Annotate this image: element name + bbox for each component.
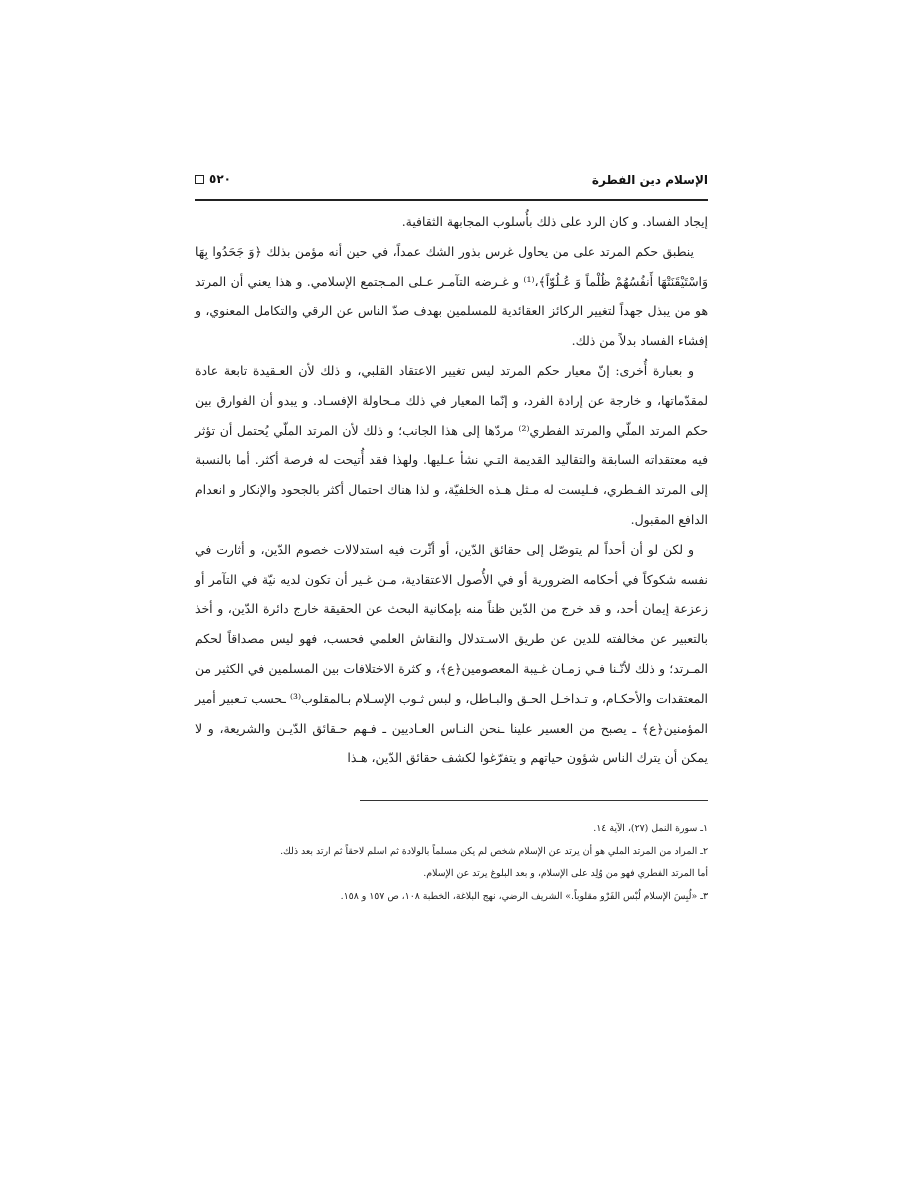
header-rule [195,199,708,201]
footnote: أما المرتد الفطري فهو من وُلِد على الإسلام، و بعد البلوغ يرتد عن الإسلام. [423,868,708,879]
paragraph: ينطبق حكم المرتد على من يحاول غرس بذور الشك عمداً، في حين أنه مؤمن بذلك ﴿وَ جَحَدُوا بِهَا وَاسْتَيْقَنَتْهَا أَنفُسُهُمْ ظُلْماً وَ عُـلُوّاً﴾،⁽¹⁾ و غـرضه التآمـر عـلى المـجتمع الإسلامي. و هذا يعني أن المرتد هو من يبذل جهداً لتغيير الركائز العقائدية للمسلمين بهدف صدّ الناس عن الرقي والتكامل المعنوي، و إفشاء الفساد بدلاً من ذلك. [195,243,708,349]
running-header [195,171,708,199]
main-text [195,207,708,773]
page-number: ٥٢٠ [209,172,231,186]
square-icon [195,175,204,184]
footnote-separator [360,800,708,801]
footnote: ٣ـ «لُبِسَ الإسلام لُبْس الفَرْو مقلوباً.» الشريف الرضي، نهج البلاغة، الخطبة ١٠٨، ص ١٥٧ و ١٥٨. [340,890,708,902]
paragraph: إيجاد الفساد. و كان الرد على ذلك بأُسلوب المجابهة الثقافية. [401,214,708,229]
paragraph: و لكن لو أن أحداً لم يتوصّل إلى حقائق الدّين، أو أثّرت فيه استدلالات خصوم الدّين، و أثارت في نفسه شكوكاً في أحكامه الضرورية أو في الأُصول الاعتقادية، مـن غـير أن تكون لديه نيّة في التآمر أو زعزعة إيمان أحد، و قد خرج من الدّين ظناً منه بإمكانية البحث عن الحقيقة خارج دائرة الدّين، و أخذ بالتعبير عن مخالفته للدين عن طريق الاسـتدلال والنقاش العلمي فحسب، فهو ليس مصداقاً لحكم المـرتد؛ و ذلك لأنّـنا فـي زمـان غـيبة المعصومين﴿ع﴾، و كثرة الاختلافات بين المسلمين في الكثير من المعتقدات والأحكـام، و تـداخـل الحـق والبـاطل، و لبس ثـوب الإسـلام بـالمقلوب⁽³⁾ ـحسب تـعبير أمير المؤمنين﴿ع﴾ ـ يصبح من العسير علينا ـنحن النـاس العـاديين ـ فـهم حـقائق الدّيـن والشريعة، و لا يمكن أن يترك الناس شؤون حياتهم و يتفرّغوا لكشف حقائق الدّين، هـذا [195,541,709,766]
running-title: الإسلام دين الفطرة [591,173,708,187]
paragraph: و بعبارة أُخرى: إنّ معيار حكم المرتد ليس تغيير الاعتقاد القلبي، و ذلك لأن العـقيدة تابعة عادة لمقدّماتها، و خارجة عن إرادة الفرد، و إنّما المعيار في ذلك مـحاولة الإفسـاد. و يبدو أن الفوارق بين حكم المرتد الملّي والمرتد الفطري⁽²⁾ مردّها إلى هذا الجانب؛ و ذلك لأن المرتد الملّي يُحتمل أن تؤثر فيه معتقداته السابقة والتقاليد القديمة التـي نشأ عـليها. ولهذا فقد أُتيحت له فرصة أكثر. أما بالنسبة إلى المرتد الفـطري، فـليست له مـثل هـذه الخلفيّة، و لذا هناك احتمال أكثر بالجحود والإنكار و انعدام الدافع المقبول. [195,362,708,527]
footnote: ١ـ سورة النمل (٢٧)، الآية ١٤. [593,823,708,834]
page-number-group [195,172,231,186]
footnotes [195,818,708,908]
footnote: ٢ـ المراد من المرتد الملي هو أن يرتد عن الإسلام شخص لم يكن مسلماً بالولادة ثم اسلم لاحقاً ثم ارتد بعد ذلك. [280,845,708,857]
